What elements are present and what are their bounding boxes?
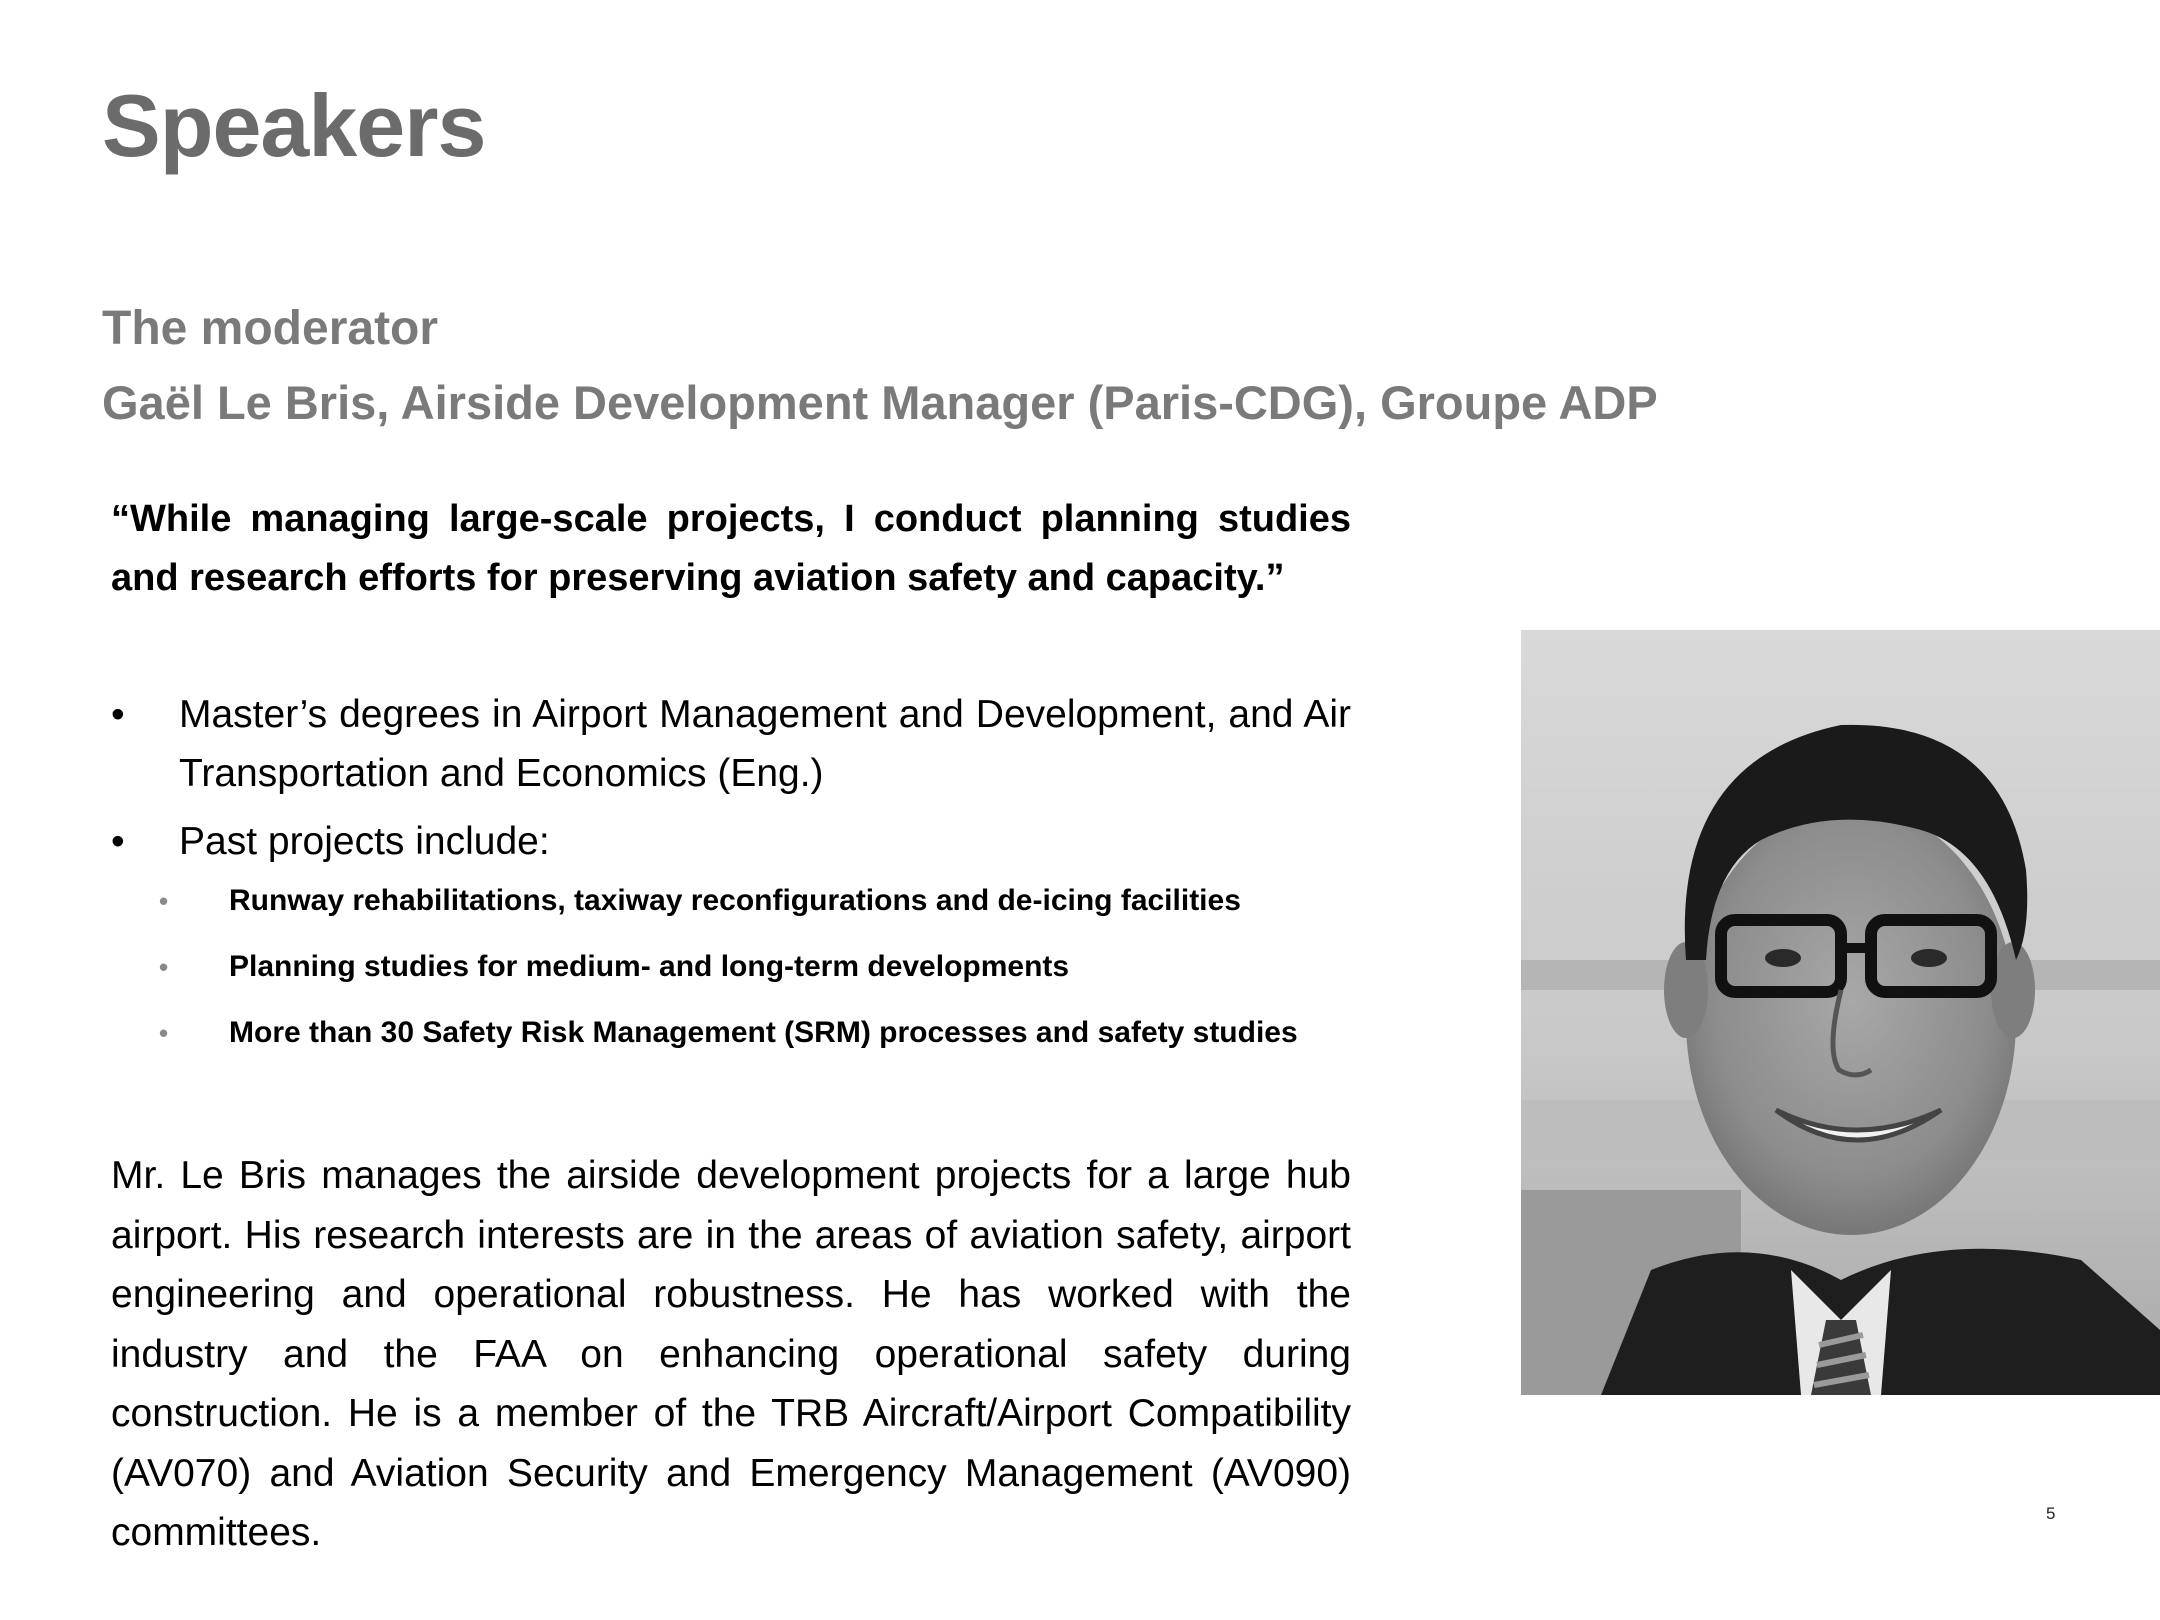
bullet-icon: • bbox=[159, 1018, 169, 1048]
bullet-icon: • bbox=[159, 886, 169, 916]
page-number: 5 bbox=[2046, 1504, 2056, 1523]
portrait-illustration bbox=[1521, 630, 2160, 1395]
sub-bullet-text: Runway rehabilitations, taxiway reconfigurations and de-icing facilities bbox=[229, 884, 1241, 917]
list-item bbox=[111, 1015, 1351, 1051]
bullet-icon: • bbox=[159, 952, 169, 982]
qualifications-list bbox=[111, 685, 1351, 1081]
list-item bbox=[111, 685, 1351, 803]
list-item bbox=[111, 883, 1351, 919]
bullet-text: Past projects include: bbox=[179, 820, 550, 863]
sub-bullet-text: Planning studies for medium- and long-term developments bbox=[229, 950, 1070, 983]
moderator-bio: Mr. Le Bris manages the airside development projects for a large hub airport. His research interests are in the areas of aviation safety, airport engineering and operational robustness. He has worked with the industry and the FAA on enhancing operational safety during construction. He is a member of the TRB Aircraft/Airport Compatibility (AV070) and Aviation Security and Emergency Management (AV090) committees. bbox=[111, 1154, 1351, 1554]
sub-bullet-text: More than 30 Safety Risk Management (SRM) processes and safety studies bbox=[229, 1016, 1298, 1049]
moderator-name-line: Gaël Le Bris, Airside Development Manager (Paris-CDG), Groupe ADP bbox=[102, 376, 1658, 429]
moderator-quote: “While managing large-scale projects, I conduct planning studies and research efforts for preserving aviation safety and capacity.” bbox=[111, 498, 1351, 599]
list-item bbox=[111, 949, 1351, 985]
past-projects-list bbox=[111, 883, 1351, 1051]
bullet-text: Master’s degrees in Airport Management and Development, and Air Transportation and Economics (Eng.) bbox=[179, 693, 1351, 795]
bullet-icon: • bbox=[111, 693, 125, 736]
moderator-heading: The moderator bbox=[102, 302, 439, 355]
list-item bbox=[111, 812, 1351, 1051]
bullet-icon: • bbox=[111, 820, 125, 863]
slide-title: Speakers bbox=[102, 76, 486, 175]
portrait-photo bbox=[1521, 630, 2160, 1395]
